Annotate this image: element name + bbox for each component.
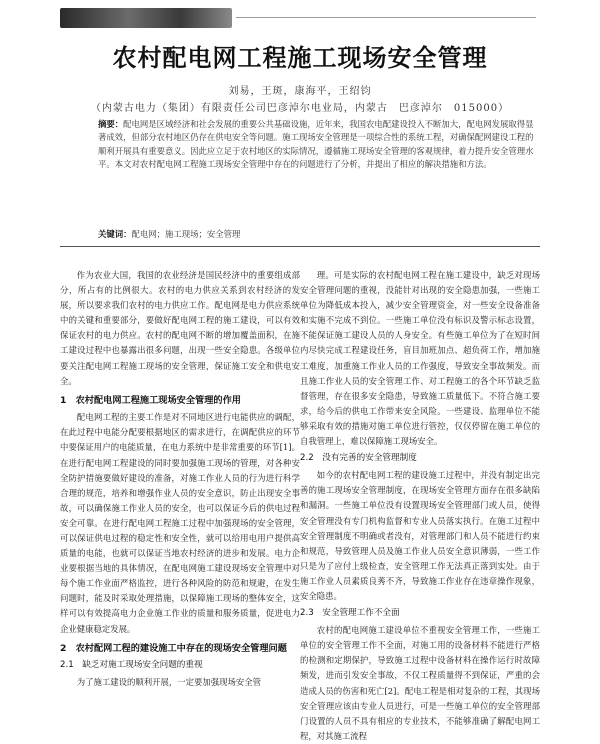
journal-header-band — [60, 8, 232, 28]
subsection-heading: 2.3 安全管理工作不全面 — [300, 608, 400, 619]
body-paragraph: 如今的农村配电网工程的建设施工过程中，并没有制定出完善的施工现场安全管理制度，在现场安全管理方面存在很多缺陷和漏洞。一些施工单位没有设置现场安全管理部门或人员，使得安全管理没有专门机构监督和专业人员落实执行。在施工过程中安全管理制度不明确或者没有，对管理部门和人员不能进行约束和规范，导致管理人员及施工作业人员安全意识薄弱，一些工作只是为了应付上级检查，安全管理工作无法真正落到实处。由于施工作业人员素质良莠不齐，导致施工作业存在违章操作现象，安全隐患。 — [300, 470, 540, 601]
authors: 刘易，王斑，康海平，王绍钧 — [228, 86, 372, 97]
keywords-label: 关键词： — [98, 229, 132, 239]
subsection-heading: 2.1 缺乏对施工现场安全问题的重视 — [60, 660, 203, 671]
abstract — [98, 118, 540, 172]
body-paragraph: 农村的配电网施工建设单位不重视安全管理工作，一些施工单位的安全管理工作不全面，对施工用的设备材料不能进行严格的检测和定期保护，导致施工过程中设备材料在操作运行时故障频发，进而引发安全事故，不仅工程质量得不到保证，严重的会造成人员的伤害和死亡[2]。配电工程是相对复杂的工程，其现场安全管理应该由专业人员进行，可是一些施工单位的安全管理部门设置的人员不具有相应的专业技术，不能够准确了解配电网工程，对其施工流程 — [300, 625, 540, 741]
abstract-text: 配电网是区域经济和社会发展的重要公共基础设施，近年来，我国农电配建设投入不断加大，配电网发展取得显著成效，但部分农村地区仍存在供电安全等问题。施工现场安全管理是一项综合性的系统工程，对确保配网建设工程的顺利开展具有重要意义。因此应立足于农村地区的实际情况，遵循施工现场安全管理的客观规律，着力提升安全管理水平。本文对农村配电网工程施工现场安全管理中存在的问题进行了分析，并提出了相应的解决措施和方法。 — [98, 119, 534, 170]
header-rule — [236, 17, 536, 18]
body-paragraph: 为了施工建设的顺利开展，一定要加强现场安全管 — [76, 677, 262, 688]
abstract-divider — [60, 246, 540, 247]
section-heading: 2 农村配网工程的建设施工中存在的现场安全管理问题 — [60, 642, 287, 654]
keywords — [98, 228, 540, 241]
body-paragraph: 配电网工程的主要工作是对不同地区进行电能供应的调配，在此过程中电能分配要根据地区的需求进行，在调配供应的环节中要保证用户的电能质量，在电力系统中是非常重要的环节[1]。在进行配电网工程建设的同时要加强施工现场的管理，对各种安全防护措施要做好建设的准备，对施工作业人员的行为进行科学合理的规范，培养和增强作业人员的安全意识，防止出现安全事故，可以确保施工作业人员的安全，也可以保证今后的供电过程安全可靠。在进行配电网工程施工过程中加强现场的安全管理，可以保证供电过程的稳定性和安全性，就可以给用电用户提供高质量的电能，也就可以保证当地农村经济的进步和发展。电力企业要根据当地的具体情况，在配电网施工建设现场安全管理中对每个施工作业面严格监控，进行各种风险的防范和规避，在发生问题时，能及时采取处理措施，以保障施工现场的整体安全，这样可以有效提高电力企业施工作业的质量和服务质量，促进电力企业健康稳定发展。 — [60, 412, 300, 634]
affiliation: （内蒙古电力（集团）有限责任公司巴彦淖尔电业局，内蒙古 巴彦淖尔 015000） — [90, 103, 510, 114]
right-column — [300, 268, 540, 744]
body-paragraph: 作为农业大国，我国的农业经济是国民经济中的重要组成部分，所占有的比例很大。农村的电力供应关系到农村经济的发展，所以要求我们农村的电力供应工作。配电网是电力供应系统中的关键和重要部分，要做好配电网工程的施工建设，可以有效保证农村的电力供应。农村的配电网不断的增加覆盖面积，在施工建设过程中也暴露出很多问题，出现一些安全隐患。各级单位要关注配电网工程施工现场的安全管理，保证施工安全和供电安全。 — [60, 270, 300, 386]
abstract-label: 摘要： — [98, 119, 124, 129]
subsection-heading: 2.2 没有完善的安全管理制度 — [300, 453, 417, 464]
section-heading: 1 农村配电网工程施工现场安全管理的作用 — [60, 394, 241, 406]
paper-title: 农村配电网工程施工现场安全管理 — [112, 44, 488, 72]
body-paragraph: 理。可是实际的农村配电网工程在施工建设中，缺乏对现场安全管理问题的重视，没能针对出现的安全隐患加强，一些施工单位为降低成本投入，减少安全管理资金，对一些安全设备准备和实施不完成不到位。一些施工单位没有标识及警示标志设置，不能保证施工建设人员的人身安全。有些施工单位为了在短时间内尽快完成工程建设任务，盲目加班加点、超负荷工作，增加施工难度，加重施工作业人员的工作强度，导致安全事故频发。而且施工作业人员的安全管理工作、对工程施工的各个环节缺乏监督管理，存在很多安全隐患，导致施工质量低下。不符合施工要求，给今后的供电工作带来安全风险。一些建设、监理单位不能够采取有效的措施对施工单位进行管控，仅仅停留在施工单位的自我管理上，难以保障施工现场安全。 — [300, 270, 540, 447]
left-column — [60, 268, 300, 690]
keywords-text: 配电网；施工现场；安全管理 — [131, 229, 241, 239]
